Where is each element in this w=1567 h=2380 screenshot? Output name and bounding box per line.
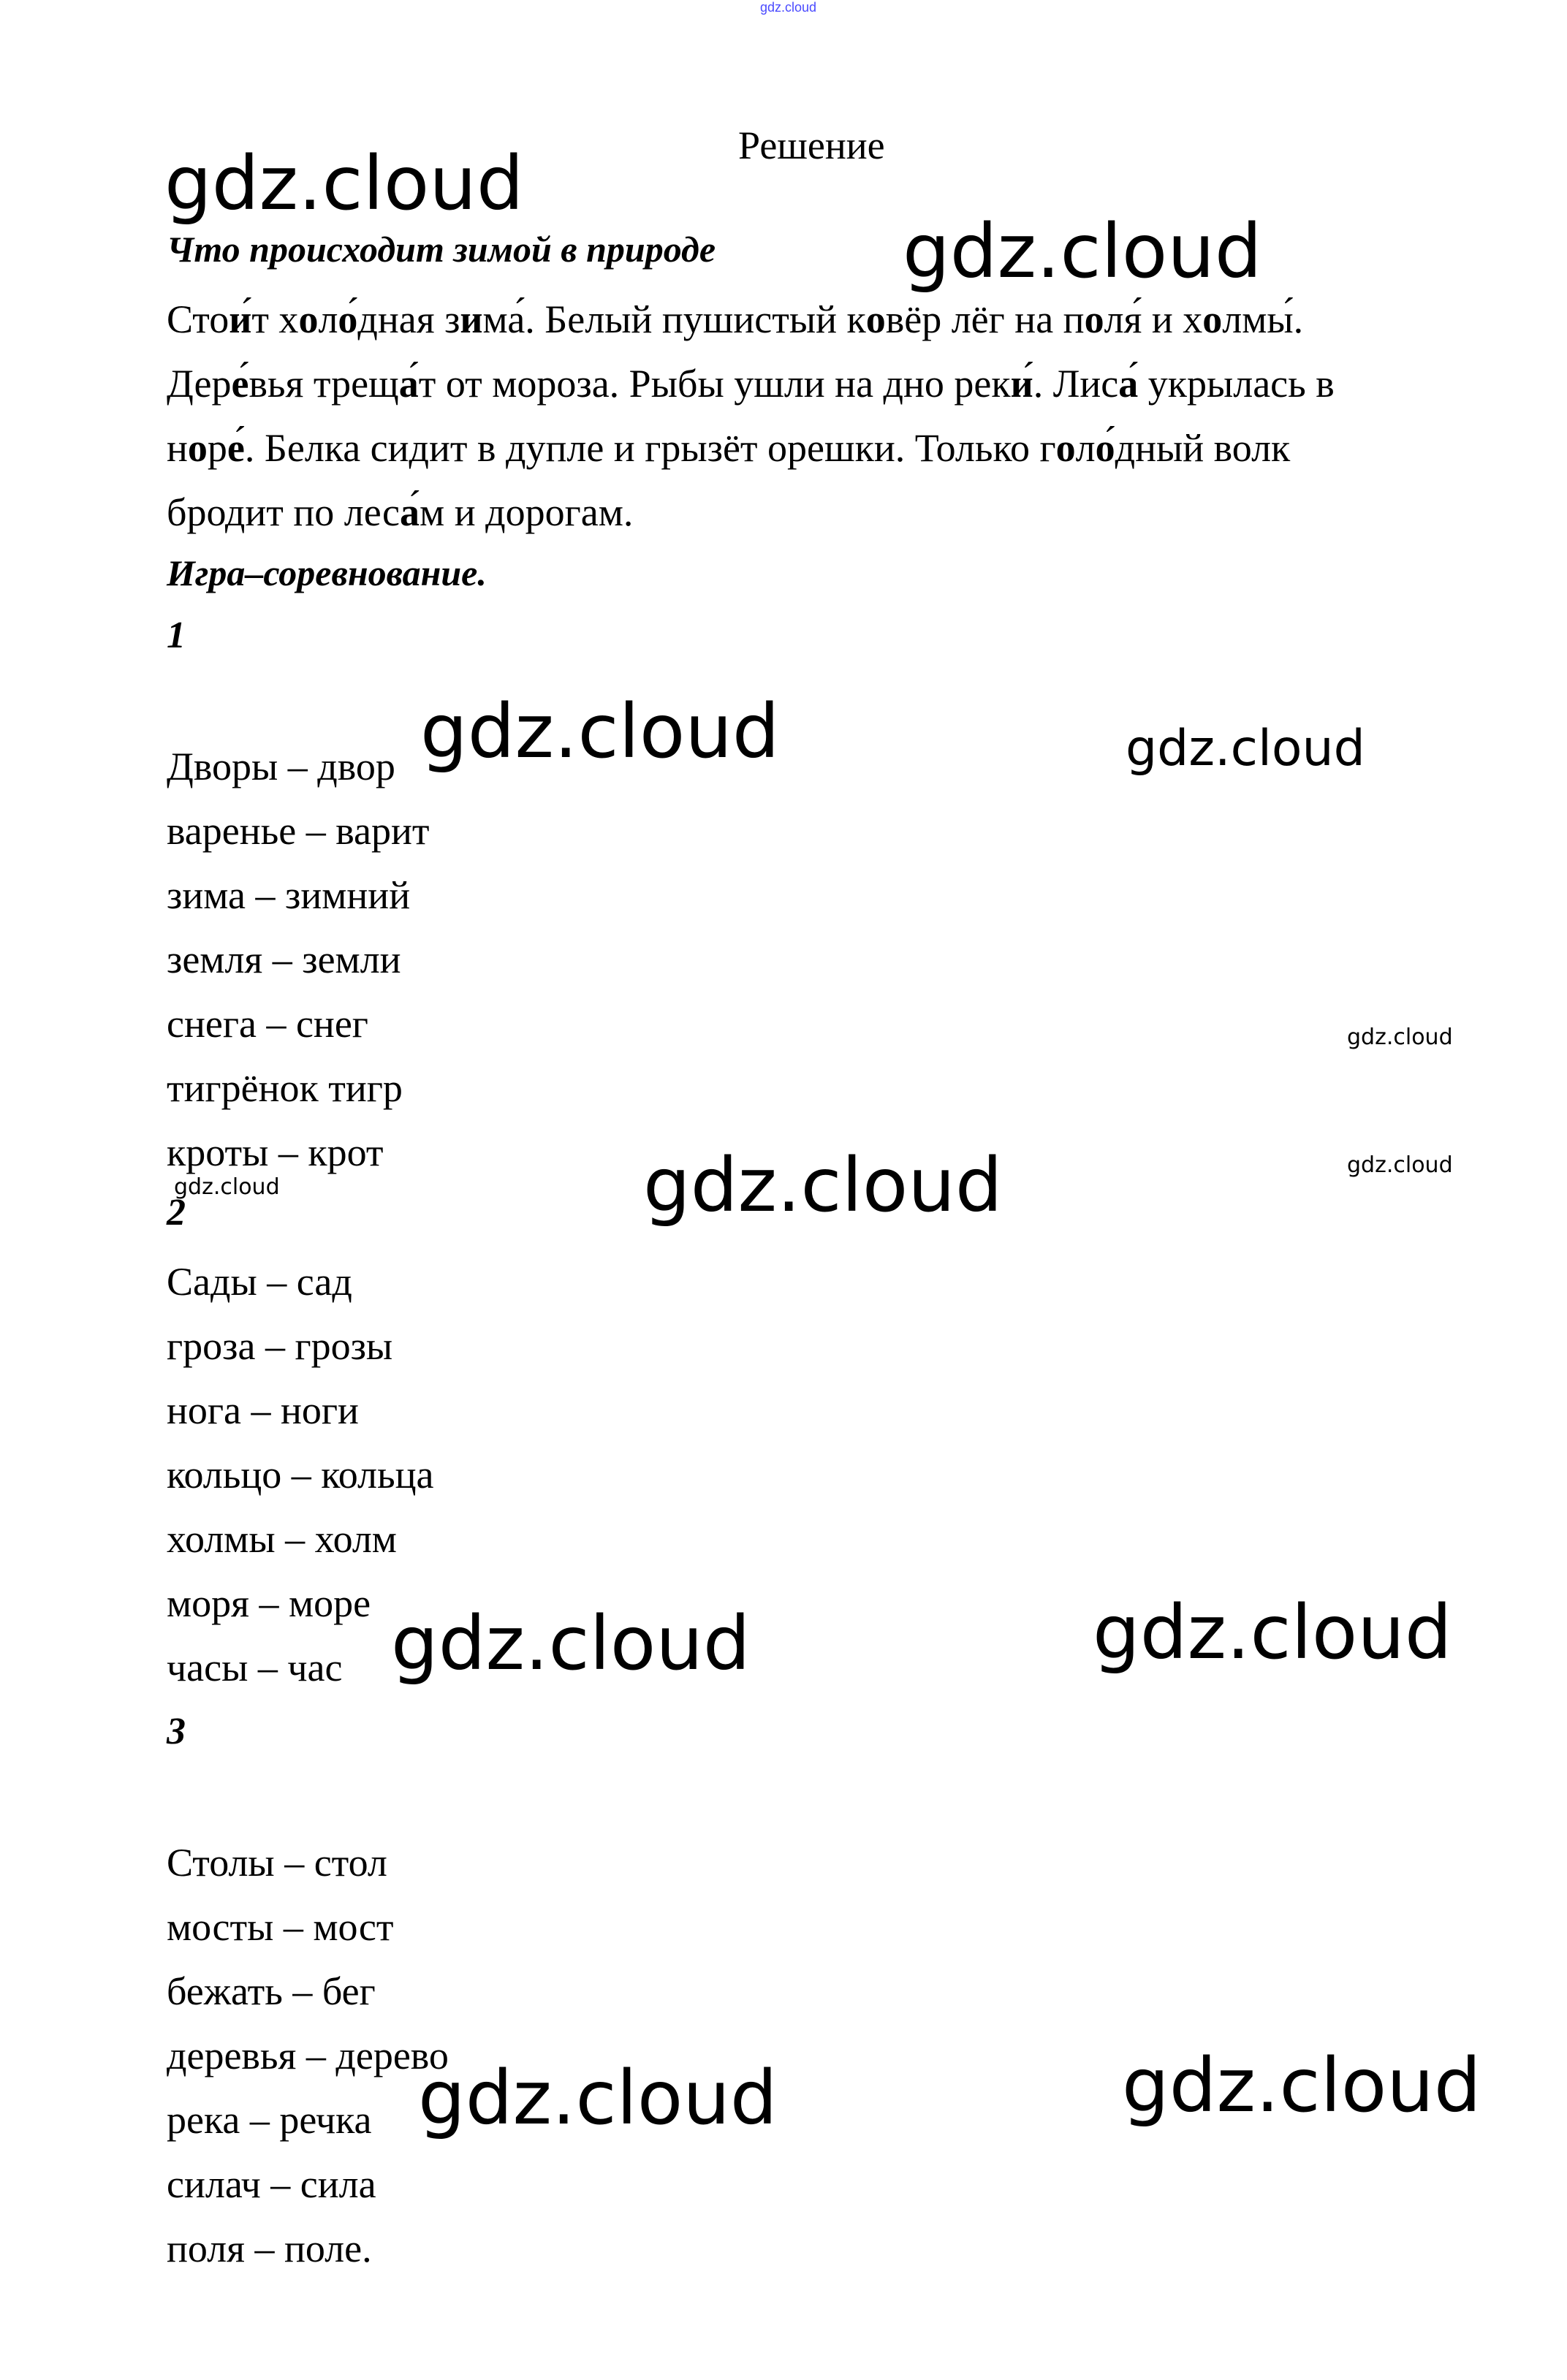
watermark: gdz.cloud (1093, 1589, 1452, 1676)
list-item: мосты – мост (167, 1905, 394, 1949)
winter-paragraph (167, 287, 1482, 544)
list-item: зима – зимний (167, 873, 411, 917)
list-item: нога – ноги (167, 1388, 359, 1432)
list-item: деревья – дерево (167, 2034, 449, 2077)
list-item: тигрёнок тигр (167, 1066, 403, 1110)
list-item: снега – снег (167, 1002, 368, 1046)
list-item: Дворы – двор (167, 745, 395, 788)
list-item: кольцо – кольца (167, 1453, 434, 1497)
watermark: gdz.cloud (164, 140, 524, 227)
word-list-1 (167, 734, 429, 1185)
list-item: варенье – варит (167, 809, 430, 853)
watermark: gdz.cloud (1126, 720, 1365, 778)
list-item: Сады – сад (167, 1260, 352, 1304)
paragraph-line: Дере́вья треща́т от мороза. Рыбы ушли на дно реки́. Лиса́ укрылась в (167, 362, 1335, 406)
word-list-3 (167, 1830, 449, 2281)
list-item: холмы – холм (167, 1517, 397, 1561)
list-item: Столы – стол (167, 1841, 387, 1885)
list-item: река – речка (167, 2098, 372, 2142)
paragraph-line: Стои́т холо́дная зима́. Белый пушистый ковёр лёг на поля́ и холмы́. (167, 297, 1304, 341)
paragraph-line: норе́. Белка сидит в дупле и грызёт орешки. Только голо́дный волк (167, 426, 1291, 470)
group-number-3: 3 (167, 1711, 186, 1752)
watermark: gdz.cloud (643, 1142, 1003, 1229)
list-item: земля – земли (167, 938, 401, 981)
list-item: часы – час (167, 1646, 343, 1689)
watermark: gdz.cloud (420, 688, 780, 775)
watermark: gdz.cloud (174, 1174, 280, 1200)
list-item: моря – море (167, 1581, 371, 1625)
group-number-2: 2 (167, 1192, 186, 1233)
watermark: gdz.cloud (1122, 2042, 1481, 2129)
top-watermark: gdz.cloud (760, 0, 817, 15)
list-item: силач – сила (167, 2162, 376, 2206)
list-item: гроза – грозы (167, 1324, 393, 1368)
list-item: поля – поле. (167, 2227, 372, 2270)
group-number-1: 1 (167, 615, 186, 656)
watermark: gdz.cloud (1347, 1152, 1453, 1178)
list-item: кроты – крот (167, 1130, 384, 1174)
watermark: gdz.cloud (903, 208, 1262, 295)
watermark: gdz.cloud (391, 1600, 751, 1687)
watermark: gdz.cloud (418, 2055, 778, 2142)
section-heading-game: Игра–соревнование. (167, 552, 487, 593)
list-item: бежать – бег (167, 1969, 376, 2013)
watermark: gdz.cloud (1347, 1024, 1453, 1050)
page-title: Решение (738, 123, 885, 167)
section-heading-winter: Что происходит зимой в природе (167, 229, 716, 270)
paragraph-line: бродит по леса́м и дорогам. (167, 490, 634, 534)
